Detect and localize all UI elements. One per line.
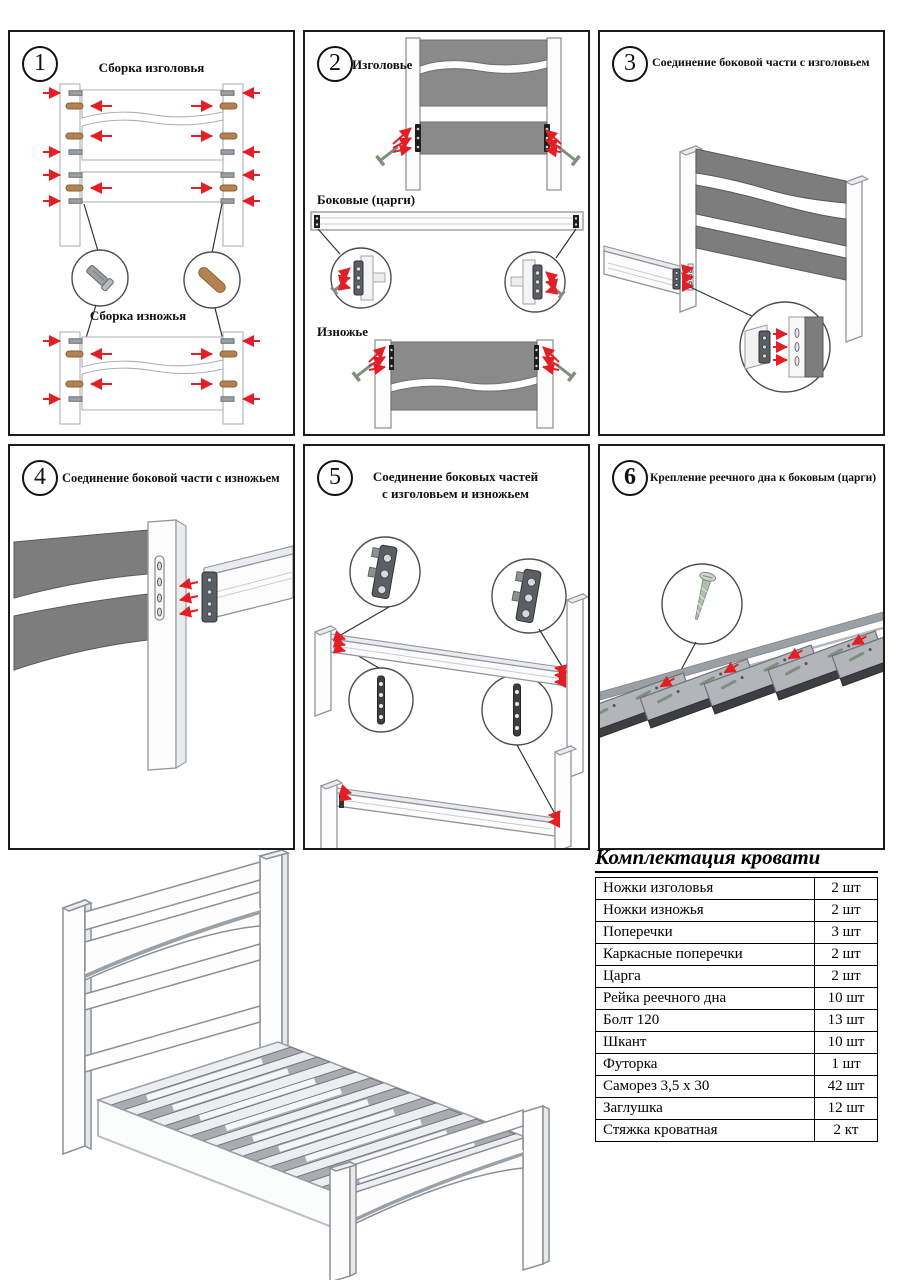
bolt-icon [221,91,234,96]
headboard-front-diagram [43,84,260,246]
isometric-footboard [14,520,186,770]
part-qty: 3 шт [815,922,878,944]
step6-title: Крепление реечного дна к боковым (царги) [650,472,877,484]
table-row [596,944,878,966]
bracket-icon [314,215,320,228]
step3-title: Соединение боковой части с изголовьем [652,55,870,69]
panel-step-4 [8,444,295,850]
table-row [596,1010,878,1032]
step3-illustration [600,32,883,434]
part-qty: 42 шт [815,1076,878,1098]
bolt-icon [69,199,82,204]
lower-rail-assembly [321,746,576,848]
bolt-icon [69,150,82,155]
footboard-label: Изножье [317,324,369,339]
footboard-diagram [353,340,575,428]
part-qty: 2 шт [815,878,878,900]
step-number-badge: 5 [317,460,353,496]
step-number-badge: 1 [22,46,58,82]
dowel-icon [220,185,237,191]
parts-kit [595,845,878,1142]
step1-illustration [10,32,293,434]
bolt-icon [221,339,234,344]
step5-illustration [305,446,588,848]
table-row [596,1032,878,1054]
step6-illustration [600,446,883,848]
dowel-icon [66,103,83,109]
headboard-assembly-label: Сборка изголовья [98,60,205,75]
part-qty: 1 шт [815,1054,878,1076]
part-qty: 12 шт [815,1098,878,1120]
pin-strip-icon [378,676,385,724]
bolt-icon [221,150,234,155]
table-row [596,878,878,900]
part-name: Ножки изножья [596,900,815,922]
panel-step-2 [303,30,590,436]
bolt-icon [221,199,234,204]
part-name: Стяжка кроватная [596,1120,815,1142]
dowel-icon [66,351,83,357]
pin-strip-icon [514,684,521,736]
part-qty: 2 шт [815,944,878,966]
dowel-icon [220,351,237,357]
part-qty: 10 шт [815,1032,878,1054]
part-qty: 13 шт [815,1010,878,1032]
bolt-icon [221,397,234,402]
table-row [596,988,878,1010]
part-name: Футорка [596,1054,815,1076]
part-qty: 10 шт [815,988,878,1010]
step-number-badge: 4 [22,460,58,496]
panel-step-3 [598,30,885,436]
panel-step-1 [8,30,295,436]
part-name: Болт 120 [596,1010,815,1032]
headboard-label: Изголовье [352,57,413,72]
part-name: Поперечки [596,922,815,944]
parts-table [595,877,878,1142]
step5-title-line2: с изголовьем и изножьем [382,486,529,501]
table-row [596,922,878,944]
step-number-badge: 6 [612,460,648,496]
table-row [596,1076,878,1098]
side-rail-isometric [180,546,293,622]
table-row [596,900,878,922]
part-name: Заглушка [596,1098,815,1120]
part-name: Саморез 3,5 х 30 [596,1076,815,1098]
table-row [596,966,878,988]
step5-title-line1: Соединение боковых частей [372,469,539,484]
panel-step-5 [303,444,590,850]
assembled-bed-drawing [28,850,588,1280]
dowel-icon [66,185,83,191]
table-row [596,1054,878,1076]
dowel-icon [66,381,83,387]
side-rails-label: Боковые (царги) [317,192,416,207]
step4-title: Соединение боковой части с изножьем [62,471,280,485]
table-row [596,1098,878,1120]
footboard-assembly-label: Сборка изножья [89,308,187,323]
part-qty: 2 шт [815,966,878,988]
part-name: Шкант [596,1032,815,1054]
part-qty: 2 кт [815,1120,878,1142]
part-name: Царга [596,966,815,988]
step-number-badge: 3 [612,46,648,82]
step-number-badge: 2 [317,46,353,82]
footboard-front-diagram [43,332,260,424]
part-name: Каркасные поперечки [596,944,815,966]
bolt-icon [69,173,82,178]
dowel-icon [220,381,237,387]
part-qty: 2 шт [815,900,878,922]
parts-kit-title: Комплектация кровати [595,845,878,873]
part-name: Ножки изголовья [596,878,815,900]
bolt-icon [221,173,234,178]
bolt-icon [69,91,82,96]
part-name: Рейка реечного дна [596,988,815,1010]
bolt-icon [69,397,82,402]
bolt-icon [69,339,82,344]
dowel-icon [220,103,237,109]
step2-illustration [305,32,588,434]
step4-illustration [10,446,293,848]
panel-step-6 [598,444,885,850]
table-row [596,1120,878,1142]
dowel-icon [220,133,237,139]
dowel-icon [66,133,83,139]
bracket-icon [573,215,579,228]
